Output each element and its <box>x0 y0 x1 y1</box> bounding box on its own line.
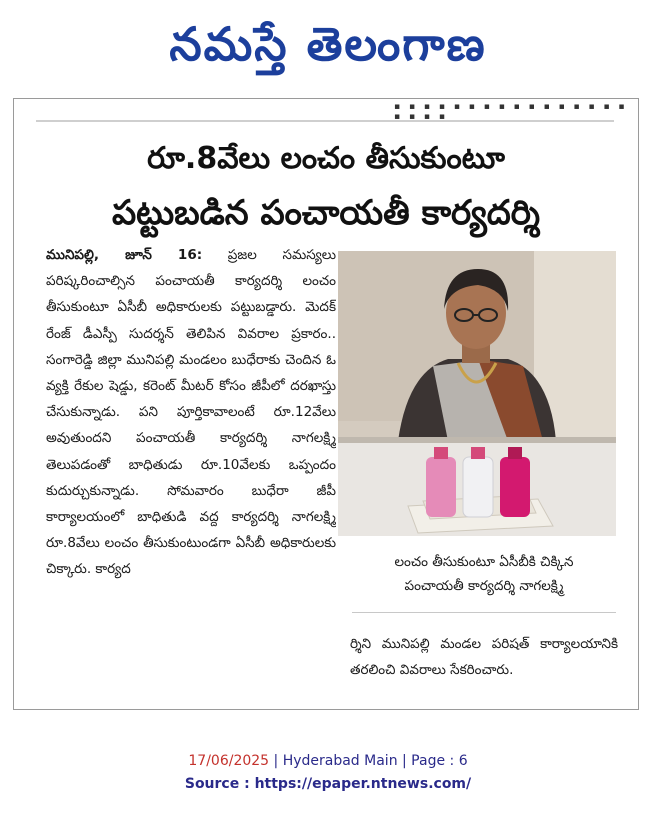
caption-divider <box>352 612 616 613</box>
photo-caption <box>350 550 618 598</box>
caption-line-2: పంచాయతీ కార్యదర్శి నాగలక్ష్మి <box>404 578 564 594</box>
article-continuation: ర్శిని మునిపల్లి మండల పరిషత్ కార్యాలయానికి తరలించి వివరాలు సేకరించారు. <box>350 636 618 679</box>
dateline: మునిపల్లి, జూన్ 16: <box>46 247 203 263</box>
caption-line-1: లంచం తీసుకుంటూ ఏసీబీకి చిక్కిన <box>394 554 574 570</box>
article-clipping <box>13 98 639 710</box>
footer-date: 17/06/2025 <box>188 753 270 769</box>
article-body-text: ప్రజల సమస్యలు పరిష్కరించాల్సిన పంచాయతీ కార్యదర్శి లంచం తీసుకుంటూ ఏసీబీ అధికారులకు పట్టుబడ్డారు. మెదక్ రేంజ్ డీఎస్పీ సుదర్శన్ తెలిపిన వివరాల ప్రకారం.. సంగారెడ్డి జిల్లా మునిపల్లి మండలం బుధేరాకు చెందిన ఓ వ్యక్తి రేకుల షెడ్డు, కరెంట్ మీటర్ కోసం జీపీలో దరఖాస్తు చేసుకున్నాడు. పని పూర్తికావాలంటే రూ.12వేలు అవుతుందని పంచాయతీ కార్యదర్శి నాగలక్ష్మి తెలుపడంతో బాధితుడు రూ.10వేలకు ఒప్పందం కుదుర్చుకున్నాడు. సోమవారం బుధేరా జీపీ కార్యాలయంలో బాధితుడి వద్ద కార్యదర్శి నాగలక్ష్మి రూ.8వేలు లంచం తీసుకుంటుండగా ఏసీబీ అధికారులకు చిక్కారు. కార్యద <box>46 247 336 578</box>
headline-line-1: రూ.8వేలు లంచం తీసుకుంటూ <box>147 141 505 176</box>
footer-edition-info <box>0 752 656 770</box>
news-photo <box>338 251 616 536</box>
footer-source-link[interactable]: Source : https://epaper.ntnews.com/ <box>184 776 472 792</box>
masthead-title: నమస్తే తెలంగాణ <box>169 17 487 71</box>
article-body <box>46 242 336 704</box>
rule-ticks-decoration: ▪ ▪ ▪ ▪ ▪ ▪ ▪ ▪ ▪ ▪ ▪ ▪ ▪ ▪ ▪ ▪ ▪ ▪ ▪ ▪ <box>394 102 628 122</box>
headline-line-2: పట్టుబడిన పంచాయతీ కార్యదర్శి <box>111 193 541 233</box>
footer-edition-page: | Hyderabad Main | Page : 6 <box>269 753 468 769</box>
